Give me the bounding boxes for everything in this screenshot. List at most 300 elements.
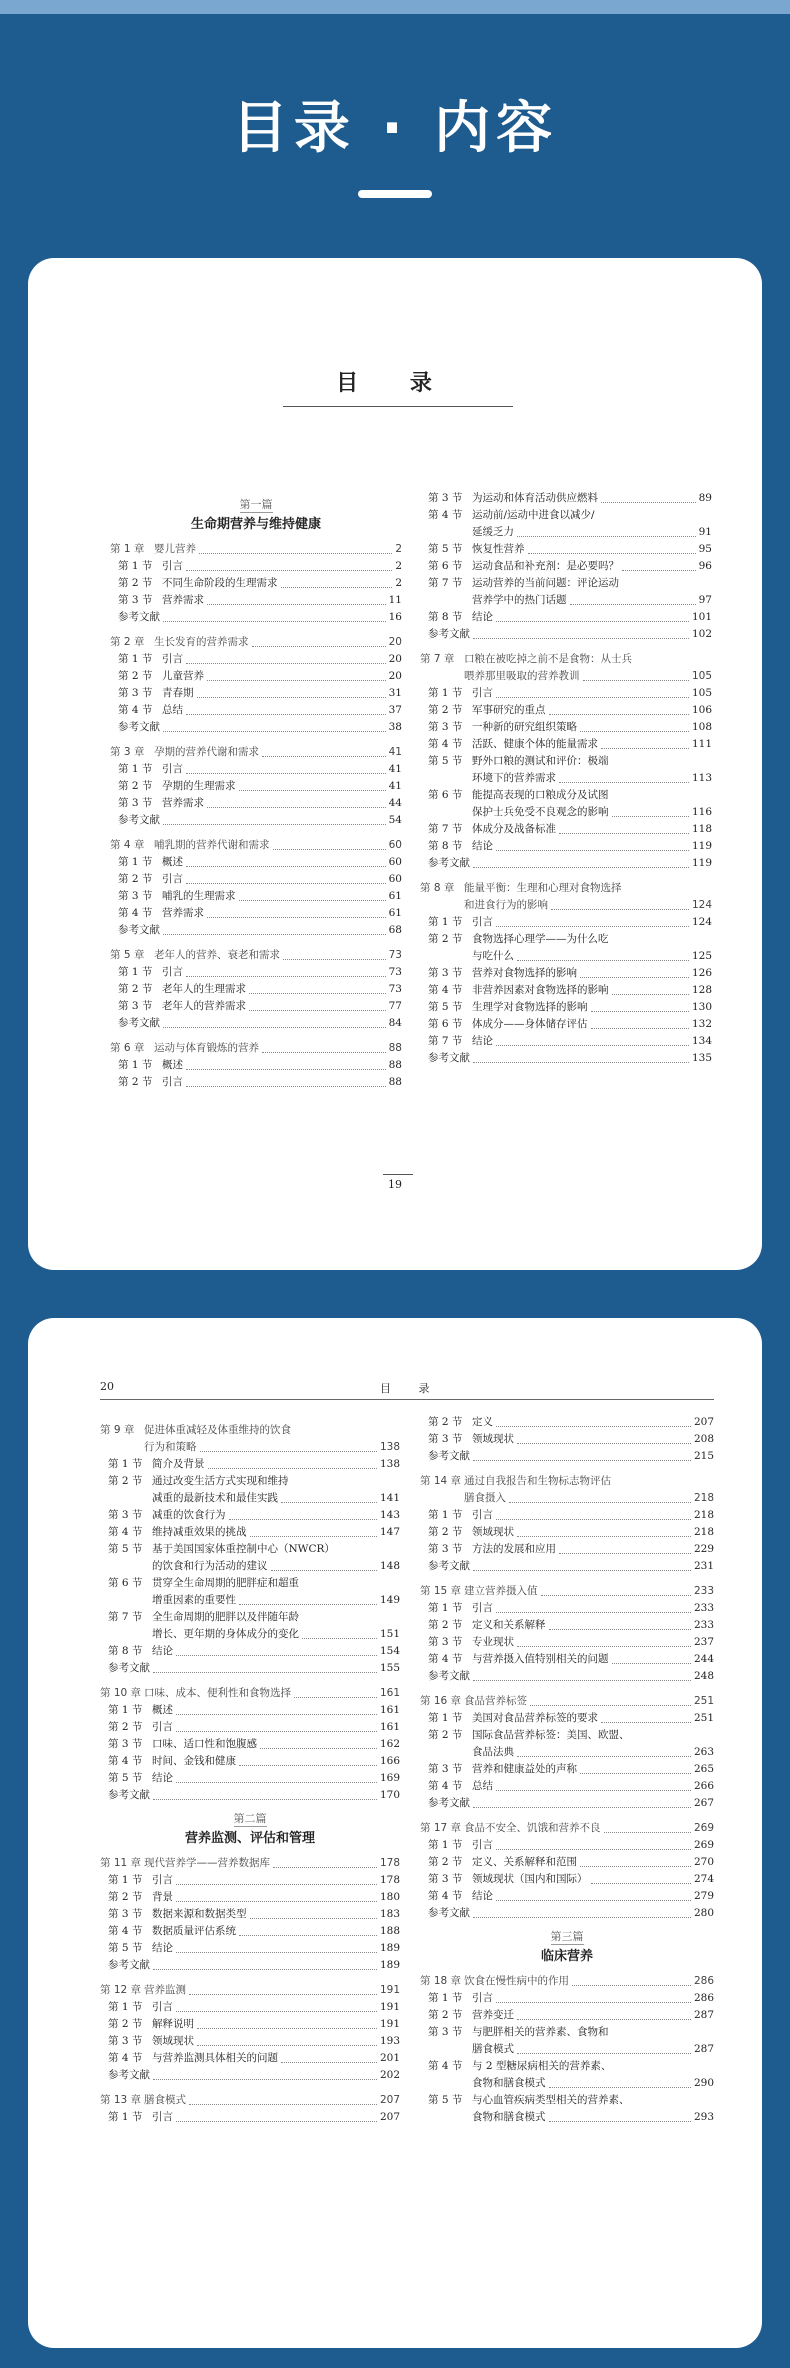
page-ref: 111 (691, 738, 712, 750)
section-title: 定义、关系解释和范围 (472, 1856, 577, 1868)
section-number: 第 1 节 (428, 1839, 463, 1851)
page-ref: 60 (388, 856, 402, 868)
leader-dots (591, 999, 689, 1012)
leader-dots (496, 685, 689, 698)
toc-references (110, 609, 402, 626)
page-ref: 269 (693, 1822, 714, 1834)
page-ref: 108 (691, 721, 712, 733)
section-number: 第 5 节 (108, 1772, 143, 1784)
leader-dots (517, 948, 689, 961)
section-title: 运动营养的当前问题：评论运动 (472, 577, 619, 589)
chapter-number: 第 18 章 (420, 1975, 462, 1987)
leader-dots (517, 1524, 691, 1537)
section-title: 领域现状 (472, 1526, 514, 1538)
section-number: 第 2 节 (428, 1526, 463, 1538)
chapter-number: 第 2 章 (110, 636, 145, 648)
section-title: 引言 (152, 2111, 173, 2123)
page-ref: 207 (693, 1416, 714, 1428)
section-title: 与 2 型糖尿病相关的营养素、 (472, 2060, 612, 2072)
section-line (420, 931, 712, 948)
toc-section (100, 1753, 400, 1770)
page-ref: 88 (388, 1042, 402, 1054)
section-title: 概述 (162, 856, 183, 868)
section-number: 第 1 节 (118, 1059, 153, 1071)
toc-section (100, 1524, 400, 1541)
section-title: 儿童营养 (162, 670, 204, 682)
leader-dots (496, 1778, 691, 1791)
chapter-number: 第 11 章 (100, 1857, 142, 1869)
leader-dots (549, 702, 689, 715)
page-ref: 248 (693, 1670, 714, 1682)
toc-section (420, 541, 712, 558)
section-title: 结论 (472, 611, 493, 623)
section-title: 概述 (152, 1704, 173, 1716)
page-ref: 147 (379, 1526, 400, 1538)
section-number: 第 2 节 (428, 1416, 463, 1428)
section-title: 一种新的研究组织策略 (472, 721, 577, 733)
leader-dots (580, 965, 689, 978)
section-title-cont: 增长、更年期的身体成分的变化 (152, 1628, 299, 1640)
toc-section (100, 1736, 400, 1753)
toc-section (110, 998, 402, 1015)
page-ref: 207 (379, 2094, 400, 2106)
toc-section (420, 1507, 714, 1524)
page-ref: 218 (693, 1526, 714, 1538)
toc-section (420, 2058, 714, 2092)
section-title: 引言 (162, 1076, 183, 1088)
leader-dots (176, 1770, 377, 1783)
toc-chapter (420, 880, 712, 914)
section-number: 第 1 节 (118, 560, 153, 572)
leader-dots (509, 1490, 691, 1503)
section-line (420, 2075, 714, 2092)
leader-dots (530, 1693, 691, 1706)
page-ref: 16 (388, 611, 402, 623)
section-title: 结论 (152, 1942, 173, 1954)
references-label: 参考文献 (428, 857, 470, 869)
toc-section (420, 1778, 714, 1795)
section-title: 结论 (472, 1035, 493, 1047)
toc-section (100, 2109, 400, 2126)
section-number: 第 4 节 (428, 2060, 463, 2072)
section-title: 基于美国国家体重控制中心（NWCR） (152, 1543, 335, 1555)
toc-references (420, 1448, 714, 1465)
part-title: 营养监测、评估和管理 (184, 1831, 315, 1846)
section-number: 第 8 节 (428, 611, 463, 623)
section-number: 第 4 节 (118, 704, 153, 716)
section-title: 结论 (472, 1890, 493, 1902)
leader-dots (262, 744, 386, 757)
chapter-number: 第 4 章 (110, 839, 145, 851)
section-title: 领域现状 (152, 2035, 194, 2047)
leader-dots (186, 964, 386, 977)
section-number: 第 5 节 (108, 1942, 143, 1954)
part-heading (100, 1810, 400, 1847)
toc-heading-rule (283, 406, 513, 407)
section-title: 引言 (152, 1721, 173, 1733)
section-number: 第 3 节 (118, 687, 153, 699)
toc-section (100, 2016, 400, 2033)
page-ref: 88 (388, 1059, 402, 1071)
leader-dots (591, 1871, 691, 1884)
page-ref: 119 (691, 857, 712, 869)
toc-chapter (420, 1973, 714, 1990)
toc-section (100, 2033, 400, 2050)
page-ref: 119 (691, 840, 712, 852)
page-ref: 102 (691, 628, 712, 640)
page-ref: 279 (693, 1890, 714, 1902)
toc-section (420, 931, 712, 965)
page-ref: 20 (388, 670, 402, 682)
section-number: 第 1 节 (118, 966, 153, 978)
toc-section (420, 1990, 714, 2007)
leader-dots (549, 1617, 691, 1630)
toc-section (420, 821, 712, 838)
section-number: 第 7 节 (428, 577, 463, 589)
toc-chapter (420, 1473, 714, 1507)
section-line (420, 2109, 714, 2126)
section-number: 第 4 节 (108, 1925, 143, 1937)
section-number: 第 4 节 (108, 1755, 143, 1767)
leader-dots (197, 685, 386, 698)
leader-dots (176, 2109, 377, 2122)
section-title: 全生命周期的肥胖以及伴随年龄 (152, 1611, 299, 1623)
section-title: 引言 (162, 653, 183, 665)
chapter-title: 口粮在被吃掉之前不是食物：从士兵 (464, 653, 632, 665)
leader-dots (239, 1592, 377, 1605)
section-number: 第 3 节 (428, 1636, 463, 1648)
page-ref: 73 (388, 983, 402, 995)
section-title: 贯穿全生命周期的肥胖症和超重 (152, 1577, 299, 1589)
section-line (420, 753, 712, 770)
leader-dots (517, 524, 696, 537)
leader-dots (281, 1490, 377, 1503)
section-title: 背景 (152, 1891, 173, 1903)
page-ref: 162 (379, 1738, 400, 1750)
page-ref: 169 (379, 1772, 400, 1784)
toc-section (100, 1872, 400, 1889)
part-title: 临床营养 (540, 1949, 593, 1964)
leader-dots (186, 1074, 386, 1087)
leader-dots (496, 1507, 691, 1520)
section-title: 引言 (472, 1602, 493, 1614)
chapter-title: 运动与体育锻炼的营养 (154, 1042, 259, 1054)
leader-dots (604, 1820, 691, 1833)
page-ref: 135 (691, 1052, 712, 1064)
section-number: 第 1 节 (108, 2111, 143, 2123)
section-title: 营养需求 (162, 907, 204, 919)
toc-chapter (110, 634, 402, 651)
toc-references (420, 855, 712, 872)
section-title: 结论 (152, 1645, 173, 1657)
section-title: 引言 (472, 1992, 493, 2004)
leader-dots (163, 609, 386, 622)
page-ref: 118 (691, 823, 712, 835)
page-ref: 218 (693, 1492, 714, 1504)
section-title: 老年人的营养需求 (162, 1000, 246, 1012)
section-number: 第 3 节 (428, 492, 463, 504)
toc-references (420, 1905, 714, 1922)
page-ref: 266 (693, 1780, 714, 1792)
toc-section (420, 1710, 714, 1727)
page-ref: 38 (388, 721, 402, 733)
section-title: 营养和健康益处的声称 (472, 1763, 577, 1775)
section-title: 定义和关系解释 (472, 1619, 546, 1631)
leader-dots (549, 2109, 691, 2122)
leader-dots (262, 1040, 386, 1053)
toc-chapter (110, 837, 402, 854)
page-ref: 37 (388, 704, 402, 716)
references-label: 参考文献 (428, 1052, 470, 1064)
toc-references (110, 1015, 402, 1032)
leader-dots (473, 1050, 689, 1063)
section-title: 哺乳的生理需求 (162, 890, 236, 902)
leader-dots (207, 905, 386, 918)
leader-dots (239, 888, 386, 901)
section-number: 第 1 节 (108, 1458, 143, 1470)
page-ref: 166 (379, 1755, 400, 1767)
leader-dots (163, 922, 386, 935)
toc-section (420, 1541, 714, 1558)
title-underline (358, 190, 432, 198)
toc-section (110, 685, 402, 702)
section-number: 第 1 节 (428, 687, 463, 699)
leader-dots (601, 1710, 691, 1723)
section-title: 引言 (472, 687, 493, 699)
page-ref: 280 (693, 1907, 714, 1919)
toc-section (420, 1414, 714, 1431)
toc-section (110, 558, 402, 575)
toc-section (100, 1906, 400, 1923)
section-title: 恢复性营养 (472, 543, 525, 555)
page-ref: 88 (388, 1076, 402, 1088)
leader-dots (496, 838, 689, 851)
chapter-line (420, 1490, 714, 1507)
page-ref: 274 (693, 1873, 714, 1885)
section-number: 第 7 节 (428, 1035, 463, 1047)
section-title-cont: 食物和膳食模式 (472, 2077, 546, 2089)
leader-dots (580, 1761, 691, 1774)
toc-section (420, 702, 712, 719)
chapter-title: 食品不安全、饥饿和营养不良 (464, 1822, 601, 1834)
section-title: 引言 (162, 966, 183, 978)
page-ref: 155 (379, 1662, 400, 1674)
toc-section (110, 795, 402, 812)
page-ref: 269 (693, 1839, 714, 1851)
toc-references (100, 1787, 400, 1804)
page-ref: 73 (388, 949, 402, 961)
chapter-line (420, 1473, 714, 1490)
chapter-number: 第 15 章 (420, 1585, 462, 1597)
top-strip (0, 0, 790, 14)
leader-dots (496, 1414, 691, 1427)
toc-section (110, 761, 402, 778)
page-ref: 251 (693, 1695, 714, 1707)
section-number: 第 3 节 (428, 1873, 463, 1885)
page-ref: 143 (379, 1509, 400, 1521)
toc-references (420, 626, 712, 643)
toc-section (100, 1473, 400, 1507)
leader-dots (496, 914, 689, 927)
toc-section (420, 609, 712, 626)
page-ref: 97 (698, 594, 712, 606)
chapter-number: 第 7 章 (420, 653, 455, 665)
leader-dots (186, 1057, 386, 1070)
section-number: 第 2 节 (118, 670, 153, 682)
chapter-line (100, 1439, 400, 1456)
toc-references (100, 1660, 400, 1677)
leader-dots (601, 490, 696, 503)
chapter-title: 生长发育的营养需求 (154, 636, 249, 648)
section-number: 第 4 节 (428, 984, 463, 996)
section-title-cont: 保护士兵免受不良观念的影响 (472, 806, 609, 818)
section-line (420, 787, 712, 804)
leader-dots (176, 1643, 377, 1656)
section-title: 老年人的生理需求 (162, 983, 246, 995)
references-label: 参考文献 (108, 1789, 150, 1801)
section-title: 营养需求 (162, 594, 204, 606)
leader-dots (176, 1702, 377, 1715)
section-title: 青春期 (162, 687, 194, 699)
chapter-number: 第 13 章 (100, 2094, 142, 2106)
running-head-title: 目 录 (380, 1382, 442, 1395)
section-number: 第 8 节 (108, 1645, 143, 1657)
leader-dots (260, 1736, 377, 1749)
leader-dots (496, 1600, 691, 1613)
leader-dots (163, 812, 386, 825)
toc-section (110, 981, 402, 998)
toc-section (420, 982, 712, 999)
section-title: 与肥胖相关的营养素、食物和 (472, 2026, 609, 2038)
leader-dots (186, 702, 386, 715)
page-ref: 101 (691, 611, 712, 623)
leader-dots (189, 1982, 377, 1995)
part-number (100, 1810, 400, 1828)
toc-chapter (100, 1685, 400, 1702)
page-ref: 154 (379, 1645, 400, 1657)
chapter-title: 膳食模式 (144, 2094, 186, 2106)
section-title: 专业现状 (472, 1636, 514, 1648)
toc-chapter (100, 2092, 400, 2109)
section-number: 第 4 节 (108, 2052, 143, 2064)
section-title: 解释说明 (152, 2018, 194, 2030)
leader-dots (517, 1634, 691, 1647)
page-ref: 161 (379, 1704, 400, 1716)
section-title: 孕期的生理需求 (162, 780, 236, 792)
toc-chapter (110, 541, 402, 558)
section-line (100, 1473, 400, 1490)
page-ref: 73 (388, 966, 402, 978)
toc-section (100, 1889, 400, 1906)
part-number-text: 第三篇 (550, 1930, 584, 1943)
page-ref: 116 (691, 806, 712, 818)
leader-dots (207, 668, 386, 681)
leader-dots (496, 1033, 689, 1046)
toc-chapter (110, 947, 402, 964)
page-ref: 2 (395, 577, 402, 589)
section-number: 第 2 节 (428, 1619, 463, 1631)
leader-dots (283, 947, 386, 960)
section-title: 引言 (152, 1874, 173, 1886)
chapter-number: 第 3 章 (110, 746, 145, 758)
leader-dots (302, 1626, 377, 1639)
page-ref: 126 (691, 967, 712, 979)
chapter-number: 第 5 章 (110, 949, 145, 961)
section-title: 野外口粮的测试和评价：极端 (472, 755, 609, 767)
toc-section (110, 888, 402, 905)
leader-dots (473, 1795, 691, 1808)
page-ref: 233 (693, 1602, 714, 1614)
page-ref: 20 (388, 636, 402, 648)
page-ref: 61 (388, 890, 402, 902)
leader-dots (517, 2041, 691, 2054)
page-ref: 132 (691, 1018, 712, 1030)
section-title: 减重的饮食行为 (152, 1509, 226, 1521)
leader-dots (250, 1524, 377, 1537)
section-line (420, 1744, 714, 1761)
section-title: 与营养摄入值特别相关的问题 (472, 1653, 609, 1665)
section-number: 第 2 节 (428, 2009, 463, 2021)
toc-references (420, 1558, 714, 1575)
toc-references (420, 1668, 714, 1685)
references-label: 参考文献 (108, 1959, 150, 1971)
leader-dots (580, 719, 689, 732)
page-ref: 237 (693, 1636, 714, 1648)
leader-dots (250, 1906, 377, 1919)
section-number: 第 2 节 (108, 1891, 143, 1903)
section-number: 第 1 节 (428, 1992, 463, 2004)
page-ref: 124 (691, 916, 712, 928)
leader-dots (612, 804, 689, 817)
section-number: 第 1 节 (108, 1704, 143, 1716)
page-ref: 138 (379, 1458, 400, 1470)
references-label: 参考文献 (118, 1017, 160, 1029)
section-number: 第 6 节 (428, 1018, 463, 1030)
part-heading (420, 1928, 714, 1965)
leader-dots (622, 558, 696, 571)
section-line (420, 2041, 714, 2058)
leader-dots (612, 982, 689, 995)
leader-dots (176, 1999, 377, 2012)
page-ref: 54 (388, 814, 402, 826)
section-number: 第 5 节 (428, 2094, 463, 2106)
leader-dots (473, 1448, 691, 1461)
page-ref: 41 (388, 746, 402, 758)
toc-section (420, 1651, 714, 1668)
leader-dots (189, 2092, 377, 2105)
toc-section (420, 558, 712, 575)
page-ref: 138 (379, 1441, 400, 1453)
section-number: 第 3 节 (108, 2035, 143, 2047)
leader-dots (591, 1016, 689, 1029)
chapter-number: 第 17 章 (420, 1822, 462, 1834)
section-number: 第 3 节 (118, 797, 153, 809)
toc-section (420, 490, 712, 507)
page-ref: 113 (691, 772, 712, 784)
toc-section (100, 2050, 400, 2067)
section-title-cont: 减重的最新技术和最佳实践 (152, 1492, 278, 1504)
toc-section (420, 1854, 714, 1871)
chapter-number: 第 12 章 (100, 1984, 142, 1996)
section-line (420, 2024, 714, 2041)
running-head-page: 20 (100, 1380, 114, 1393)
section-number: 第 2 节 (108, 2018, 143, 2030)
chapter-number: 第 9 章 (100, 1424, 135, 1436)
page-ref: 151 (379, 1628, 400, 1640)
section-number: 第 3 节 (108, 1908, 143, 1920)
toc-chapter (420, 651, 712, 685)
section-number: 第 2 节 (118, 1076, 153, 1088)
